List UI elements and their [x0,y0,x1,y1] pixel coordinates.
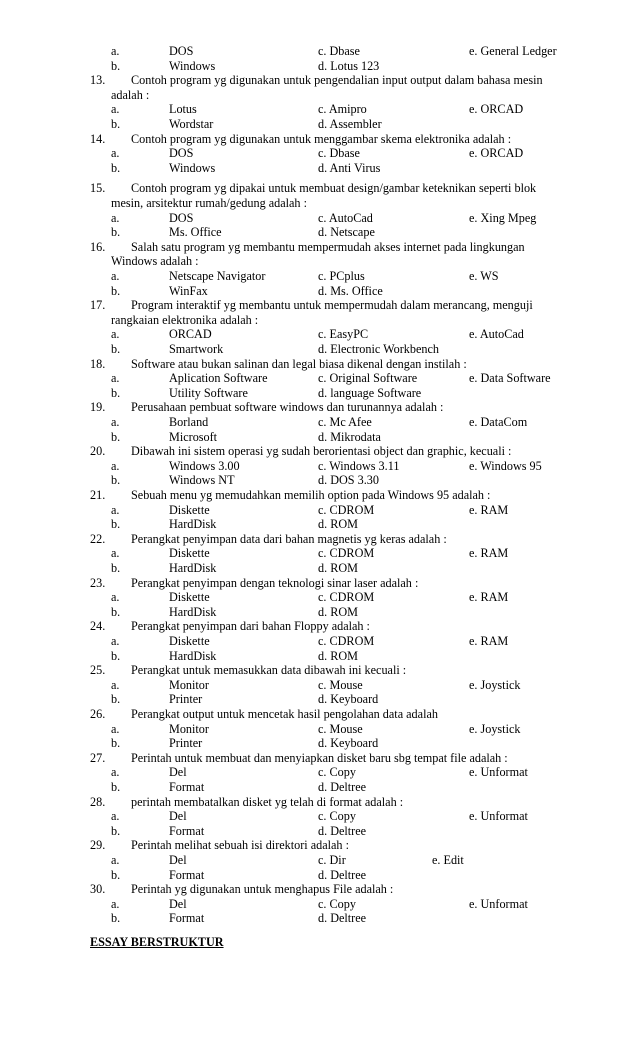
question-number: 24. [90,619,106,634]
question-text: Software atau bukan salinan dan legal biasa dikenal dengan instilah : [131,356,467,371]
question-text: Contoh program yg dipakai untuk membuat design/gambar keteknikan seperti blok [131,181,537,196]
option-text: ORCAD [169,327,212,342]
option-text: e. Edit [432,853,464,867]
option-text: Windows [169,58,216,73]
option-letter: a. [111,415,120,429]
option-text: c. CDROM [318,546,375,561]
question-number: 21. [90,488,106,502]
option-letter: b. [111,473,121,488]
question-number: 13. [90,73,106,88]
question-text: Contoh program yg digunakan untuk menggambar skema elektronika adalah : [131,131,512,146]
option-text: c. EasyPC [318,327,369,342]
option-letter: b. [111,867,121,882]
option-text: Printer [169,692,203,707]
option-letter: b. [111,648,121,663]
option-text: c. Copy [318,765,356,780]
question-text: Dibawah ini sistem operasi yg sudah berorientasi object dan graphic, kecuali : [131,444,512,459]
question-number: 14. [90,131,106,146]
question-number: 22. [90,531,106,546]
option-text: DOS [169,146,194,161]
option-text: Ms. Office [169,225,222,240]
option-text: d. Lotus 123 [318,58,380,73]
question-number: 26. [90,707,106,721]
option-text: d. ROM [318,517,358,532]
option-text: d. Mikrodata [318,429,381,444]
option-text: c. Mouse [318,721,363,736]
question-text: perintah membatalkan disket yg telah di format adalah : [131,794,404,809]
option-text: c. Dbase [318,146,360,161]
option-letter: b. [111,117,121,131]
option-text: Diskette [169,634,210,648]
option-text: c. Copy [318,809,356,824]
question-number: 25. [90,663,106,678]
question-text: Perangkat untuk memasukkan data dibawah ini kecuali : [131,663,407,678]
option-text: e. ORCAD [469,146,524,161]
option-letter: a. [111,809,120,824]
option-text: Diskette [169,546,210,561]
option-letter: b. [111,160,121,175]
option-text: c. CDROM [318,502,375,517]
question-text: Contoh program yg digunakan untuk pengendalian input output dalam bahasa mesin [131,73,543,88]
question-text: Perangkat penyimpan dengan teknologi sinar laser adalah : [131,575,419,590]
option-text: c. Amipro [318,102,367,117]
question-text: Windows adalah : [111,254,199,269]
option-text: WinFax [169,283,208,298]
option-text: c. Dir [318,853,346,867]
option-text: e. ORCAD [469,102,524,117]
option-letter: a. [111,590,120,605]
option-letter: a. [111,546,120,561]
option-text: d. Deltree [318,780,367,794]
option-letter: a. [111,721,120,736]
option-text: d. Keyboard [318,692,379,707]
question-text: mesin, arsitektur rumah/gedung adalah : [111,196,307,210]
question-text: adalah : [111,87,150,102]
option-text: HardDisk [169,517,217,532]
option-text: d. language Software [318,385,422,400]
option-text: d. ROM [318,604,358,619]
option-text: Netscape Navigator [169,269,266,283]
option-letter: a. [111,765,120,780]
question-text: rangkaian elektronika adalah : [111,312,259,327]
option-text: e. Joystick [469,677,521,692]
option-text: Wordstar [169,117,214,131]
question-text: Perangkat penyimpan dari bahan Floppy adalah : [131,619,370,634]
option-text: e. AutoCad [469,327,524,342]
question-text: Perintah untuk membuat dan menyiapkan disket baru sbg tempat file adalah : [131,750,508,765]
option-text: c. CDROM [318,590,375,605]
option-letter: b. [111,283,121,298]
option-text: d. Keyboard [318,736,379,751]
option-text: Monitor [169,677,209,692]
option-text: d. Electronic Workbench [318,342,439,356]
option-text: DOS [169,210,194,225]
option-text: Format [169,911,205,926]
option-text: HardDisk [169,648,217,663]
option-text: Lotus [169,102,197,117]
option-letter: b. [111,561,121,575]
option-text: c. CDROM [318,634,375,648]
question-text: Perusahaan pembuat software windows dan turunannya adalah : [131,400,444,415]
option-text: d. DOS 3.30 [318,473,379,488]
option-text: DOS [169,44,194,58]
option-text: e. Data Software [469,371,551,386]
option-text: e. Unformat [469,809,528,824]
option-text: d. Deltree [318,867,367,882]
question-number: 19. [90,400,106,415]
question-text: Perintah melihat sebuah isi direktori adalah : [131,838,349,853]
option-text: e. RAM [469,590,509,605]
option-letter: a. [111,677,120,692]
option-text: d. Deltree [318,911,367,926]
essay-heading: ESSAY BERSTRUKTUR [90,935,224,949]
option-text: Format [169,780,205,794]
option-text: e. DataCom [469,415,528,429]
option-text: Format [169,867,205,882]
option-text: Utility Software [169,385,248,400]
option-text: Del [169,896,187,911]
option-text: c. AutoCad [318,210,373,225]
option-letter: b. [111,385,121,400]
option-letter: b. [111,911,121,926]
option-text: Windows [169,160,216,175]
option-letter: a. [111,371,120,386]
option-text: d. Ms. Office [318,283,383,298]
option-text: d. ROM [318,648,358,663]
option-text: Windows NT [169,473,235,488]
option-letter: a. [111,269,120,283]
question-number: 16. [90,239,106,254]
option-text: e. Unformat [469,896,528,911]
option-text: e. Windows 95 [469,458,542,473]
option-text: Format [169,823,205,838]
question-number: 23. [90,575,106,590]
option-text: Smartwork [169,342,224,356]
option-letter: b. [111,225,121,240]
question-number: 29. [90,838,106,853]
option-letter: a. [111,327,120,342]
option-text: Microsoft [169,429,218,444]
question-text: Sebuah menu yg memudahkan memilih option pada Windows 95 adalah : [131,488,491,502]
option-letter: b. [111,58,121,73]
option-letter: b. [111,604,121,619]
question-text: Perangkat penyimpan data dari bahan magnetis yg keras adalah : [131,531,447,546]
question-number: 20. [90,444,106,459]
question-text: Perangkat output untuk mencetak hasil pengolahan data adalah [131,707,438,721]
option-text: c. Copy [318,896,356,911]
option-text: Windows 3.00 [169,458,240,473]
option-text: c. Windows 3.11 [318,458,400,473]
option-letter: a. [111,634,120,648]
option-letter: b. [111,429,121,444]
option-text: c. PCplus [318,269,365,283]
option-text: d. Assembler [318,117,382,131]
option-letter: a. [111,146,120,161]
option-letter: b. [111,692,121,707]
option-letter: a. [111,853,120,867]
option-text: d. Netscape [318,225,375,240]
option-letter: a. [111,210,120,225]
option-text: d. Anti Virus [318,160,381,175]
question-text: Program interaktif yg membantu untuk mempermudah dalam merancang, menguji [131,298,533,313]
option-text: e. Joystick [469,721,521,736]
option-text: Diskette [169,502,210,517]
option-text: e. RAM [469,634,509,648]
option-text: HardDisk [169,604,217,619]
option-text: c. Mc Afee [318,415,372,429]
option-letter: b. [111,342,121,356]
option-text: Del [169,765,187,780]
question-text: Salah satu program yg membantu mempermudah akses internet pada lingkungan [131,239,525,254]
option-text: c. Dbase [318,44,360,58]
option-text: e. RAM [469,546,509,561]
question-number: 28. [90,794,106,809]
option-letter: b. [111,823,121,838]
option-letter: b. [111,780,121,794]
option-text: Aplication Software [169,371,268,386]
question-number: 27. [90,750,106,765]
question-number: 18. [90,356,106,371]
option-text: c. Mouse [318,677,363,692]
option-text: Del [169,853,187,867]
option-text: e. Unformat [469,765,528,780]
option-text: c. Original Software [318,371,418,386]
option-text: d. ROM [318,561,358,575]
question-number: 30. [90,882,106,897]
question-number: 15. [90,181,106,196]
option-text: d. Deltree [318,823,367,838]
option-text: Del [169,809,187,824]
option-text: HardDisk [169,561,217,575]
option-text: e. General Ledger [469,44,557,58]
option-letter: a. [111,502,120,517]
option-text: e. Xing Mpeg [469,210,537,225]
option-letter: a. [111,102,120,117]
question-number: 17. [90,298,106,313]
option-text: Diskette [169,590,210,605]
option-text: Monitor [169,721,209,736]
option-text: e. WS [469,269,499,283]
option-text: Borland [169,415,209,429]
option-letter: b. [111,517,121,532]
question-text: Perintah yg digunakan untuk menghapus File adalah : [131,882,394,897]
option-text: e. RAM [469,502,509,517]
option-letter: b. [111,736,121,751]
option-letter: a. [111,896,120,911]
option-letter: a. [111,458,120,473]
option-letter: a. [111,44,120,58]
option-text: Printer [169,736,203,751]
